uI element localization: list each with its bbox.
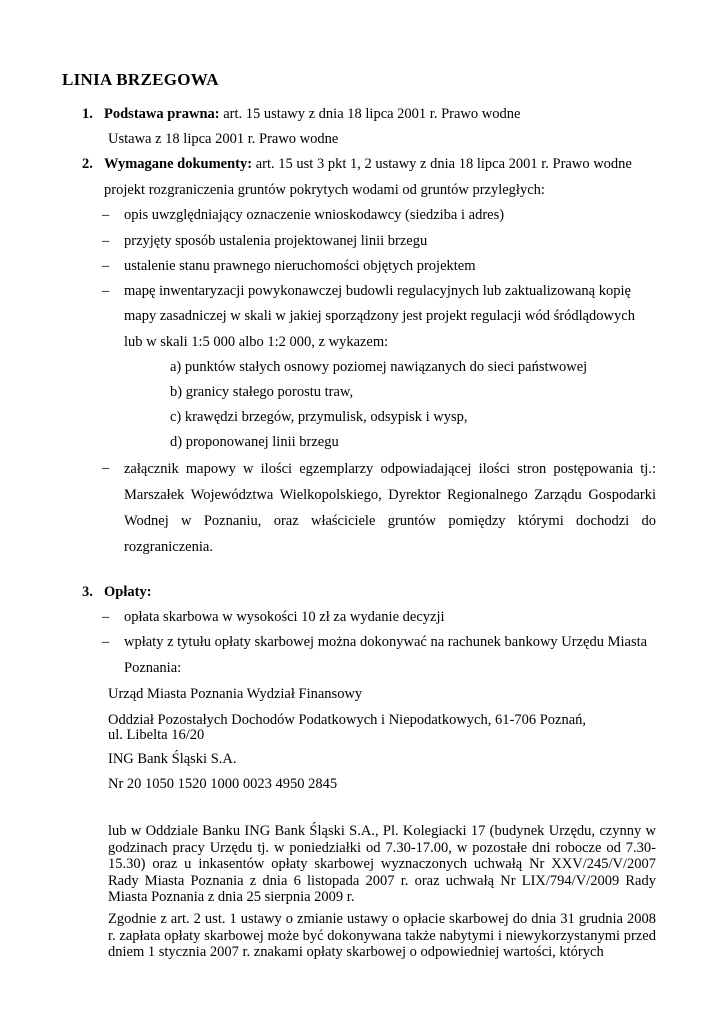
- section-1-line-2: Ustawa z 18 lipca 2001 r. Prawo wodne: [108, 131, 339, 147]
- sub-list-item: d) proponowanej linii brzegu: [170, 434, 339, 450]
- legal-paragraph: Zgodnie z art. 2 ust. 1 ustawy o zmianie ustawy o opłacie skarbowej do dnia 31 grudnia 2008 r. zapłata opłaty skarbowej może być dokonywana także nabytymi i niewykorzystanymi przed dniem 1 stycznia 2007 r. znakami opłaty skarbowej o odpowiedniej wartości, których: [108, 911, 656, 960]
- list-item: mapę inwentaryzacji powykonawczej budowli regulacyjnych lub zaktualizowaną kopię: [124, 283, 631, 299]
- list-bullet: –: [102, 207, 110, 223]
- section-1-text: art. 15 ustawy z dnia 18 lipca 2001 r. Prawo wodne: [219, 106, 521, 122]
- list-item-continuation: mapy zasadniczej w skali w jakiej sporządzony jest projekt regulacji wód śródlądowych: [124, 308, 635, 324]
- list-item: przyjęty sposób ustalenia projektowanej linii brzegu: [124, 233, 428, 249]
- list-item: opłata skarbowa w wysokości 10 zł za wydanie decyzji: [124, 609, 445, 625]
- section-2-label: Wymagane dokumenty:: [104, 156, 253, 172]
- account-number: Nr 20 1050 1520 1000 0023 4950 2845: [108, 776, 338, 792]
- list-bullet: –: [102, 609, 110, 625]
- list-item-continuation: Poznania:: [124, 660, 182, 676]
- list-bullet: –: [102, 460, 110, 476]
- page-title: LINIA BRZEGOWA: [62, 70, 219, 89]
- section-2-line-2: projekt rozgraniczenia gruntów pokrytych wodami od gruntów przyległych:: [104, 182, 545, 198]
- list-item: opis uwzględniający oznaczenie wnioskodawcy (siedziba i adres): [124, 207, 505, 223]
- section-1-label: Podstawa prawna:: [104, 106, 220, 122]
- bank-name: ING Bank Śląski S.A.: [108, 751, 237, 767]
- section-2-line: [104, 156, 632, 173]
- section-1-number: 1.: [82, 106, 93, 122]
- list-bullet: –: [102, 233, 110, 249]
- section-2-number: 2.: [82, 156, 93, 172]
- section-3-label: Opłaty:: [104, 584, 152, 600]
- list-item: ustalenie stanu prawnego nieruchomości objętych projektem: [124, 258, 476, 274]
- list-bullet: –: [102, 634, 110, 650]
- section-3-number: 3.: [82, 584, 93, 600]
- list-bullet: –: [102, 258, 110, 274]
- office-address: Oddział Pozostałych Dochodów Podatkowych i Niepodatkowych, 61-706 Poznań,: [108, 712, 587, 728]
- section-2-text: art. 15 ust 3 pkt 1, 2 ustawy z dnia 18 lipca 2001 r. Prawo wodne: [252, 156, 632, 172]
- sub-list-item: b) granicy stałego porostu traw,: [170, 384, 354, 400]
- list-bullet: –: [102, 283, 110, 299]
- bank-department: Urząd Miasta Poznania Wydział Finansowy: [108, 686, 363, 702]
- list-item-continuation: lub w skali 1:5 000 albo 1:2 000, z wykazem:: [124, 334, 389, 350]
- office-street: ul. Libelta 16/20: [108, 727, 205, 743]
- sub-list-item: c) krawędzi brzegów, przymulisk, odsypisk i wysp,: [170, 409, 468, 425]
- list-item-paragraph: załącznik mapowy w ilości egzemplarzy odpowiadającej ilości stron postępowania tj.: Marszałek Województwa Wielkopolskiego, Dyrektor Regionalnego Zarządu Gospodarki Wodnej w Poznaniu, oraz właściciele gruntów pomiędzy którymi dochodzi do rozgraniczenia.: [124, 461, 656, 555]
- payment-paragraph: lub w Oddziale Banku ING Bank Śląski S.A., Pl. Kolegiacki 17 (budynek Urzędu, czynny w godzinach pracy Urzędu tj. w poniedziałki od 7.30-17.00, w pozostałe dni robocze od 7.30-15.30) oraz u inkasentów opłaty skarbowej wyznaczonych uchwałą Nr XXV/245/V/2007 Rady Miasta Poznania z dnia 6 listopada 2007 r. oraz uchwałą Nr LIX/794/V/2009 Rady Miasta Poznania z dnia 25 sierpnia 2009 r.: [108, 823, 656, 905]
- sub-list-item: a) punktów stałych osnowy poziomej nawiązanych do sieci państwowej: [170, 359, 588, 375]
- section-1-line: [104, 106, 520, 123]
- list-item: wpłaty z tytułu opłaty skarbowej można dokonywać na rachunek bankowy Urzędu Miasta: [124, 634, 648, 650]
